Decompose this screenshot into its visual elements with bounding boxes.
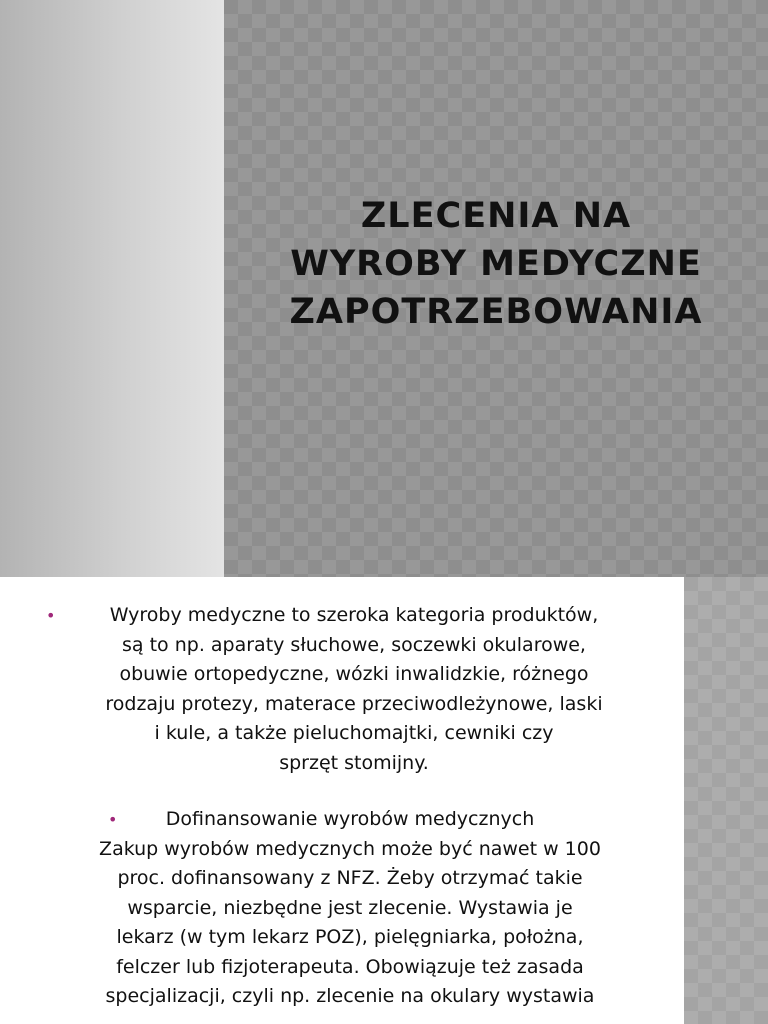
paragraph-line: są to np. aparaty słuchowe, soczewki okularowe, xyxy=(122,633,586,656)
paragraph-line: specjalizacji, czyli np. zlecenie na okulary wystawia xyxy=(105,985,595,1007)
slide-title xyxy=(268,192,724,336)
bullet-paragraph-medical-devices xyxy=(40,601,660,778)
paragraph-line: proc. dofinansowany z NFZ. Żeby otrzymać takie xyxy=(117,867,583,889)
slide-body xyxy=(40,601,660,1012)
paragraph-funding-details xyxy=(40,835,660,1012)
paragraph-line: Zakup wyrobów medycznych może być nawet w 100 xyxy=(99,837,601,860)
paragraph-line: felczer lub fizjoterapeuta. Obowiązuje też zasada xyxy=(116,955,584,978)
paragraph-line: i kule, a także pieluchomajtki, cewniki czy xyxy=(154,722,554,744)
bullet-icon: • xyxy=(46,606,56,625)
paragraph-line: lekarz (w tym lekarz POZ), pielęgniarka, położna, xyxy=(116,926,584,948)
paragraph-line: rodzaju protezy, materace przeciwodleżynowe, laski xyxy=(105,692,603,715)
title-slide-left-gradient-panel xyxy=(0,0,224,577)
paragraph-line: wsparcie, niezbędne jest zlecenie. Wystawia je xyxy=(127,896,573,919)
bullet-icon: • xyxy=(108,810,118,829)
paragraph-line: obuwie ortopedyczne, wózki inwalidzkie, różnego xyxy=(119,663,589,685)
content-slide-patterned-strip xyxy=(684,577,768,1024)
slide-title-line-1: ZLECENIA NA xyxy=(360,196,632,236)
slide-title-line-2: WYROBY MEDYCZNE xyxy=(290,244,702,284)
slide-title-line-3: ZAPOTRZEBOWANIA xyxy=(289,292,703,332)
content-slide xyxy=(0,577,768,1024)
paragraph-line: sprzęt stomijny. xyxy=(279,751,429,774)
paragraph-line: Wyroby medyczne to szeroka kategoria produktów, xyxy=(109,604,599,626)
bullet-heading-text: Dofinansowanie wyrobów medycznych xyxy=(165,808,535,830)
bullet-paragraph-funding-heading xyxy=(40,805,660,835)
